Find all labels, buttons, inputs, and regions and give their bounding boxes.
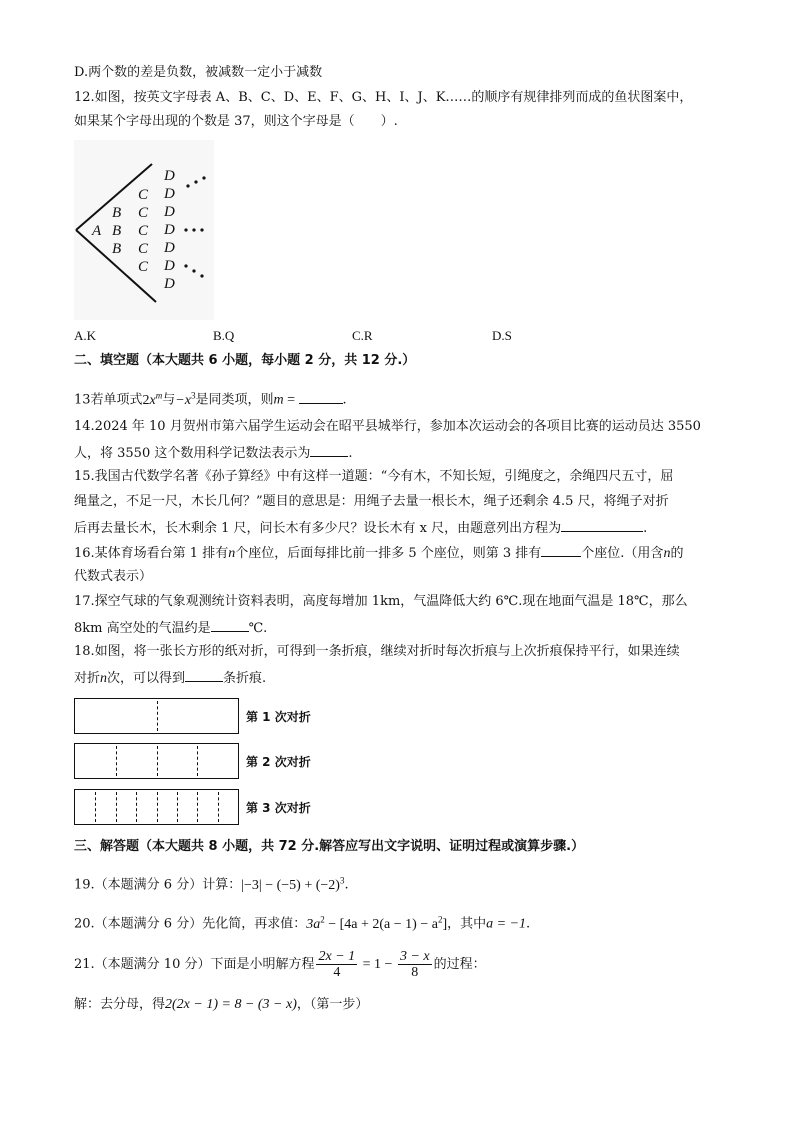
fish-letter-c: C [138, 259, 149, 275]
fish-letter-d: D [164, 204, 175, 220]
fold-crease-line [157, 701, 158, 731]
fish-letter-c: C [138, 187, 149, 203]
fold-figure-3 [74, 789, 319, 829]
fold-paper-1 [74, 698, 239, 734]
fold-crease-line [177, 792, 178, 822]
fold-paper-2 [74, 743, 239, 779]
fish-letter-d: D [164, 258, 175, 274]
q18-answer-blank[interactable] [185, 668, 223, 682]
q21-fraction-right: $\frac{3 - x}{8}$ [399, 949, 430, 980]
q17-line-2: 8km 高空处的气温约是 ℃. [74, 618, 267, 638]
q12-option-d[interactable]: D.S [492, 328, 512, 343]
q13-term2: $-x^3$ [175, 390, 196, 408]
q13-answer-blank[interactable] [299, 390, 343, 404]
section3-title: 三、解答题（本大题共 8 小题，共 72 分.解答应写出文字说明、证明过程或演算步骤.） [74, 839, 585, 854]
fish-letter-d: D [164, 222, 175, 238]
fish-pattern-svg [74, 140, 214, 320]
q17-answer-blank[interactable] [211, 618, 249, 632]
q13-term1: $2x^m$ [142, 390, 163, 408]
q13-mid: 与 [162, 392, 176, 408]
q16-line-1: 16.某体育场看台第 1 排有n个座位，后面每排比前一排多 5 个座位，则第 3 排有 个座位.（用含n的 [74, 543, 683, 563]
q15-answer-blank[interactable] [561, 518, 643, 532]
fold-figure-2 [74, 743, 319, 783]
q12-option-b[interactable]: B.Q [213, 328, 235, 343]
fish-letter-d: D [164, 240, 175, 256]
fold-crease-line [136, 792, 137, 822]
solution-step-1-expression: 2(2x − 1) = 8 − (3 − x) [165, 997, 297, 1012]
fish-letter-c: C [138, 205, 149, 221]
fish-letter-c: C [138, 241, 149, 257]
q16-line-2: 代数式表示） [74, 569, 153, 584]
fold-crease-line [157, 792, 158, 822]
q14-answer-blank[interactable] [310, 443, 348, 457]
q13-suffix: 是同类项，则 [195, 392, 274, 408]
q16-answer-blank[interactable] [541, 543, 581, 557]
fish-letter-c: C [138, 223, 149, 239]
solution-step-1: 解：去分母，得2(2x − 1) = 8 − (3 − x)，（第一步） [74, 997, 369, 1012]
fold-crease-line [116, 792, 117, 822]
fish-ellipsis-dots [184, 176, 205, 277]
q15-line-2: 绳量之，不足一尺，木长几何？”题目的意思是：用绳子去量一根长木，绳子还剩余 4.5 尺，将绳子对折 [74, 494, 669, 509]
fold-crease-line [197, 746, 198, 776]
section2-title: 二、填空题（本大题共 6 小题，每小题 2 分，共 12 分.） [74, 353, 416, 368]
q12-line-2: 如果某个字母出现的个数是 37，则这个字母是（ ）. [74, 114, 398, 129]
q20-condition: a = −1 [486, 916, 527, 932]
fish-letter-b: B [112, 205, 122, 221]
q21-line: 21.（本题满分 10 分）下面是小明解方程 $\frac{2x - 1}{4}$ = 1 − $\frac{3 - x}{8}$ 的过程： [74, 949, 486, 980]
q19-line: 19.（本题满分 6 分）计算：$|-3| - (-5) + (-2)^3$. [74, 875, 349, 893]
fold-crease-line [218, 792, 219, 822]
q18-line-2: 对折n次，可以得到 条折痕. [74, 668, 266, 688]
q13-prefix: 13若单项式 [74, 392, 143, 408]
q11-option-d: D.两个数的差是负数，被减数一定小于减数 [74, 65, 323, 80]
fold-figure-1 [74, 698, 319, 738]
fish-pattern-figure [74, 140, 214, 320]
q19-expression: $|-3| - (-5) + (-2)^3$ [241, 875, 345, 893]
fold-crease-line [116, 746, 117, 776]
fold-crease-line [197, 792, 198, 822]
fold-label-1: 第 1 次对折 [246, 710, 311, 724]
fish-letter-d: D [164, 186, 175, 202]
fold-crease-line [95, 792, 96, 822]
fold-label-2: 第 2 次对折 [246, 755, 311, 769]
q12-line-1: 12.如图，按英文字母表 A、B、C、D、E、F、G、H、I、J、K……的顺序有规律排列而成的鱼状图案中， [74, 90, 693, 105]
q13-var: m [273, 392, 284, 408]
fish-letter-b: B [112, 241, 122, 257]
q21-fraction-left: $\frac{2x - 1}{4}$ [318, 949, 356, 980]
q20-expression: $3a^2 - [4a + 2(a - 1) - a^2]$ [306, 914, 448, 932]
fish-letter-d: D [164, 168, 175, 184]
q17-line-1: 17.探空气球的气象观测统计资料表明，高度每增加 1km，气温降低大约 6℃.现在地面气温是 18℃，那么 [74, 594, 688, 609]
fish-letter-a: A [92, 223, 102, 239]
fish-letter-b: B [112, 223, 122, 239]
fold-label-3: 第 3 次对折 [246, 801, 311, 815]
q15-line-1: 15.我国古代数学名著《孙子算经》中有这样一道题：“今有木，不知长短，引绳度之，余绳四尺五寸，屈 [74, 469, 674, 484]
fold-crease-line [157, 746, 158, 776]
q14-line-1: 14.2024 年 10 月贺州市第六届学生运动会在昭平县城举行，参加本次运动会的各项目比赛的运动员达 3550 [74, 419, 701, 434]
fold-paper-3 [74, 789, 239, 825]
q12-option-a[interactable]: A.K [74, 328, 97, 343]
q15-line-3: 后再去量长木，长木剩余 1 尺，问长木有多少尺？设长木有 x 尺，由题意列出方程为 . [74, 518, 647, 538]
q12-option-c[interactable]: C.R [352, 328, 373, 343]
q13-line: 13若单项式$2x^m$与$-x^3$是同类项，则m = . [74, 390, 347, 408]
q14-line-2: 人，将 3550 这个数用科学记数法表示为 . [74, 443, 353, 463]
fish-letter-d: D [164, 276, 175, 292]
q20-line: 20.（本题满分 6 分）先化简，再求值：$3a^2 - [4a + 2(a - 1) - a^2]$，其中a = −1. [74, 914, 531, 932]
q18-line-1: 18.如图，将一张长方形的纸对折，可得到一条折痕，继续对折时每次折痕与上次折痕保持平行，如果连续 [74, 644, 680, 659]
